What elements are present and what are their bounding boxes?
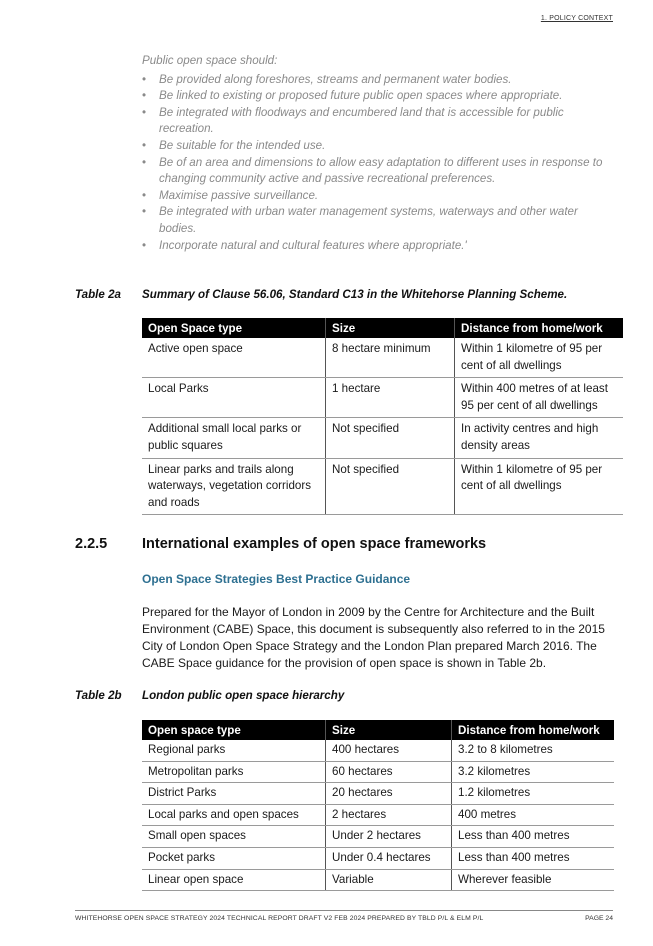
table-cell: Local Parks <box>142 378 326 418</box>
table-row <box>142 804 614 826</box>
quote-bullet: • Maximise passive surveillance. <box>142 188 612 205</box>
table-cell: 1 hectare <box>326 378 455 418</box>
quote-bullet: • Be linked to existing or proposed future public open spaces where appropriate. <box>142 88 612 105</box>
table-cell: 1.2 kilometres <box>452 783 615 805</box>
table-row <box>142 761 614 783</box>
table-cell: Small open spaces <box>142 826 326 848</box>
body-paragraph: Prepared for the Mayor of London in 2009 by the Centre for Architecture and the Built Environment (CABE) Space, this document is subsequently also referred to in the 2015 City of London Open Space Strategy and the London Plan prepared March 2016. The CABE Space guidance for the provision of open space is shown in Table 2b. <box>142 605 605 670</box>
sub-heading: Open Space Strategies Best Practice Guidance <box>142 572 411 586</box>
table-cell: 3.2 kilometres <box>452 761 615 783</box>
table-cell: Within 1 kilometre of 95 per cent of all dwellings <box>455 458 624 515</box>
column-header: Open space type <box>142 720 326 740</box>
table-header-row <box>142 720 614 740</box>
section-heading <box>75 536 486 552</box>
section-number: 2.2.5 <box>75 536 108 552</box>
column-header: Distance from home/work <box>455 318 624 338</box>
table-row <box>142 783 614 805</box>
table-cell: 60 hectares <box>326 761 452 783</box>
table-cell: 400 metres <box>452 804 615 826</box>
table-2a-title: Summary of Clause 56.06, Standard C13 in the Whitehorse Planning Scheme. <box>142 288 568 301</box>
table-cell: Under 0.4 hectares <box>326 847 452 869</box>
column-header: Distance from home/work <box>452 720 615 740</box>
running-footer: WHITEHORSE OPEN SPACE STRATEGY 2024 TECHNICAL REPORT DRAFT V2 FEB 2024 PREPARED BY TBLD P/L & ELM P/L <box>75 915 484 922</box>
table-cell: 20 hectares <box>326 783 452 805</box>
table-header-row <box>142 318 623 338</box>
table-cell: Wherever feasible <box>452 869 615 891</box>
table-cell: Not specified <box>326 418 455 458</box>
table-2b <box>142 720 614 891</box>
column-header: Open Space type <box>142 318 326 338</box>
quote-bullet: • Be integrated with urban water management systems, waterways and other water bodies. <box>142 204 612 237</box>
running-header: 1. POLICY CONTEXT <box>540 15 613 22</box>
footer-divider <box>75 910 613 911</box>
column-header: Size <box>326 720 452 740</box>
table-row <box>142 869 614 891</box>
section-title: International examples of open space frameworks <box>142 536 487 552</box>
table-row <box>142 740 614 761</box>
table-cell: Local parks and open spaces <box>142 804 326 826</box>
table-2b-title: London public open space hierarchy <box>142 689 345 702</box>
table-row <box>142 418 623 458</box>
quote-bullet: • Be integrated with floodways and encumbered land that is accessible for public recreation. <box>142 105 612 138</box>
table-cell: Less than 400 metres <box>452 847 615 869</box>
table-cell: 2 hectares <box>326 804 452 826</box>
table-cell: Metropolitan parks <box>142 761 326 783</box>
table-2b-number: Table 2b <box>75 689 122 702</box>
table-cell: Additional small local parks or public squares <box>142 418 326 458</box>
page-number: PAGE 24 <box>585 915 613 922</box>
quote-bullet: • Be of an area and dimensions to allow easy adaptation to different uses in response to changing community active and passive recreational preferences. <box>142 155 612 188</box>
table-row <box>142 338 623 378</box>
table-row <box>142 458 623 515</box>
table-cell: Pocket parks <box>142 847 326 869</box>
table-cell: Variable <box>326 869 452 891</box>
table-2a <box>142 318 623 515</box>
table-2a-caption <box>75 288 567 301</box>
table-cell: Linear open space <box>142 869 326 891</box>
quoted-standard <box>142 53 612 254</box>
table-cell: Not specified <box>326 458 455 515</box>
quote-bullet: • Incorporate natural and cultural features where appropriate.' <box>142 238 612 255</box>
table-row <box>142 847 614 869</box>
table-cell: In activity centres and high density areas <box>455 418 624 458</box>
table-cell: 3.2 to 8 kilometres <box>452 740 615 761</box>
table-cell: Regional parks <box>142 740 326 761</box>
table-cell: Linear parks and trails along waterways, vegetation corridors and roads <box>142 458 326 515</box>
table-cell: Under 2 hectares <box>326 826 452 848</box>
table-row <box>142 826 614 848</box>
table-row <box>142 378 623 418</box>
table-cell: 8 hectare minimum <box>326 338 455 378</box>
table-cell: 400 hectares <box>326 740 452 761</box>
table-cell: District Parks <box>142 783 326 805</box>
table-cell: Within 1 kilometre of 95 per cent of all dwellings <box>455 338 624 378</box>
table-cell: Active open space <box>142 338 326 378</box>
table-2a-number: Table 2a <box>75 288 121 301</box>
quote-bullet: • Be suitable for the intended use. <box>142 138 612 155</box>
table-cell: Less than 400 metres <box>452 826 615 848</box>
quote-intro: Public open space should: <box>142 54 278 67</box>
quote-bullet-list <box>142 72 612 255</box>
quote-bullet: • Be provided along foreshores, streams and permanent water bodies. <box>142 72 612 89</box>
column-header: Size <box>326 318 455 338</box>
table-cell: Within 400 metres of at least 95 per cent of all dwellings <box>455 378 624 418</box>
table-2b-caption <box>75 689 344 702</box>
